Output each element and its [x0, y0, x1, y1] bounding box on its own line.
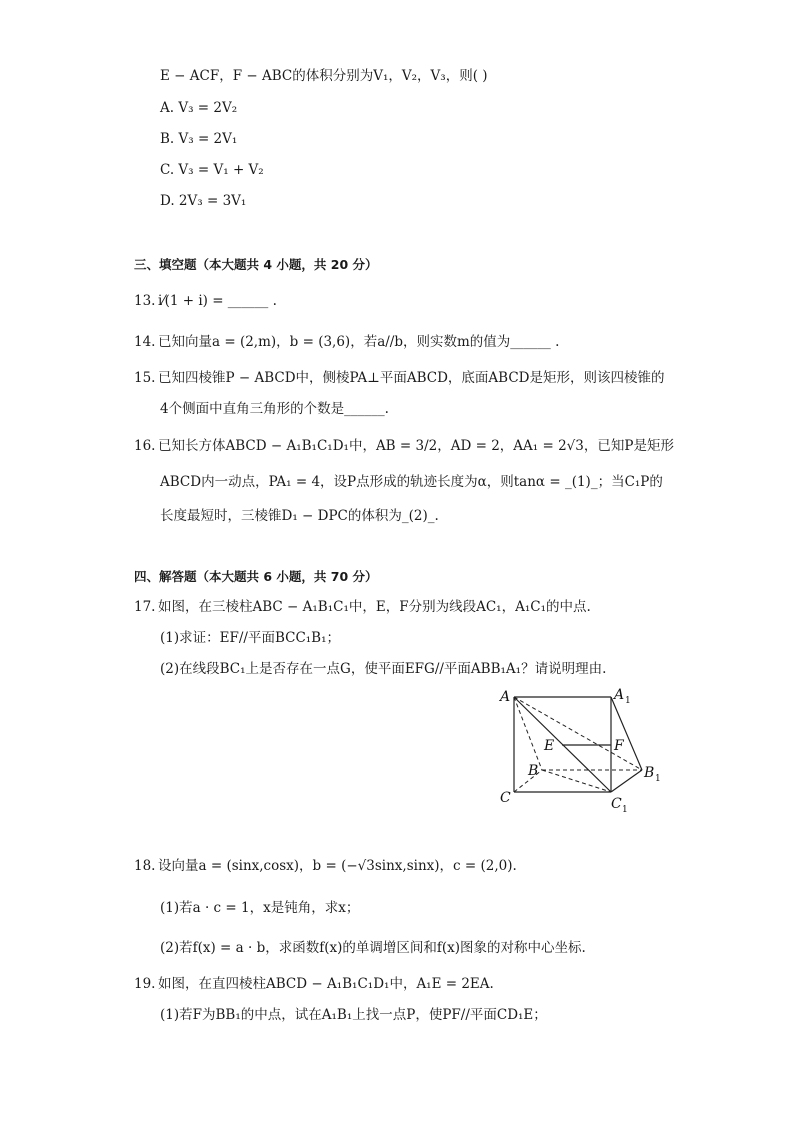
edge-A1-B1 — [611, 697, 642, 770]
label-C: C — [500, 790, 511, 806]
label-A1: A — [614, 687, 625, 703]
section-4-heading: 四、解答题（本大题共 6 小题，共 70 分） — [134, 569, 378, 584]
q17-part2: (2)在线段BC₁上是否存在一点G，使平面EFG//平面ABB₁A₁？请说明理由. — [160, 661, 607, 677]
label-A: A — [500, 689, 511, 705]
label-B1: B — [644, 765, 655, 781]
q12-option-d: D. 2V₃ = 3V₁ — [160, 193, 247, 209]
q15-text-line2: 4个侧面中直角三角形的个数是______. — [160, 401, 389, 417]
question-number: 18. — [134, 858, 156, 874]
q18-part1: (1)若a · c = 1，x是钝角，求x； — [160, 900, 360, 916]
q13-text: i⁄(1 + i) = ______ . — [158, 293, 277, 309]
q19-text-line1: 如图，在直四棱柱ABCD − A₁B₁C₁D₁中，A₁E = 2EA. — [158, 976, 494, 992]
question-number: 19. — [134, 976, 156, 992]
q14-text: 已知向量a = (2,m)，b = (3,6)，若a//b，则实数m的值为______ . — [158, 334, 560, 350]
q12-stem-line: E − ACF，F − ABC的体积分别为V₁，V₂，V₃，则( ) — [160, 68, 488, 84]
q12-option-b: B. V₃ = 2V₁ — [160, 131, 238, 147]
label-B1-subscript: 1 — [655, 774, 661, 784]
q12-option-c: C. V₃ = V₁ + V₂ — [160, 162, 264, 178]
q16-text-line3: 长度最短时，三棱锥D₁ − DPC的体积为_(2)_. — [160, 508, 439, 524]
q16-text-line2: ABCD内一动点，PA₁ = 4，设P点形成的轨迹长度为α，则tanα = _(1)_；当C₁P的 — [160, 474, 663, 490]
question-number: 13. — [134, 293, 156, 309]
question-number: 14. — [134, 334, 156, 350]
label-E: E — [544, 738, 555, 754]
question-number: 15. — [134, 370, 156, 386]
hidden-edge-A-B — [514, 697, 542, 770]
prism-figure — [494, 682, 674, 816]
q12-option-a: A. V₃ = 2V₂ — [160, 100, 238, 116]
label-B: B — [528, 763, 539, 779]
question-15 — [134, 368, 665, 388]
q16-text-line1: 已知长方体ABCD − A₁B₁C₁D₁中，AB = 3/2，AD = 2，AA₁ = 2√3，已知P是矩形 — [158, 438, 674, 454]
question-17 — [134, 597, 591, 617]
section-3-heading: 三、填空题（本大题共 4 小题，共 20 分） — [134, 257, 378, 272]
question-18 — [134, 856, 517, 876]
q17-text-line1: 如图，在三棱柱ABC − A₁B₁C₁中，E，F分别为线段AC₁，A₁C₁的中点. — [158, 599, 591, 615]
question-number: 16. — [134, 438, 156, 454]
question-14 — [134, 332, 559, 352]
q15-text-line1: 已知四棱锥P − ABCD中，侧棱PA⊥平面ABCD，底面ABCD是矩形，则该四棱锥的 — [158, 370, 665, 386]
label-C1-subscript: 1 — [622, 805, 628, 815]
q19-part1: (1)若F为BB₁的中点，试在A₁B₁上找一点P，使PF//平面CD₁E； — [160, 1007, 547, 1023]
label-A1-subscript: 1 — [625, 696, 631, 706]
question-13 — [134, 291, 277, 311]
question-number: 17. — [134, 599, 156, 615]
question-19 — [134, 974, 494, 994]
hidden-segment-B-C1 — [542, 770, 611, 792]
edge-C1-B1 — [611, 770, 642, 792]
q18-text-line1: 设向量a = (sinx,cosx)，b = (−√3sinx,sinx)，c = (2,0). — [158, 858, 517, 874]
label-F: F — [614, 738, 624, 754]
q18-part2: (2)若f(x) = a · b，求函数f(x)的单调增区间和f(x)图象的对称中心坐标. — [160, 940, 586, 956]
q17-part1: (1)求证：EF//平面BCC₁B₁； — [160, 630, 341, 646]
label-C1: C — [611, 796, 622, 812]
question-16 — [134, 436, 674, 456]
